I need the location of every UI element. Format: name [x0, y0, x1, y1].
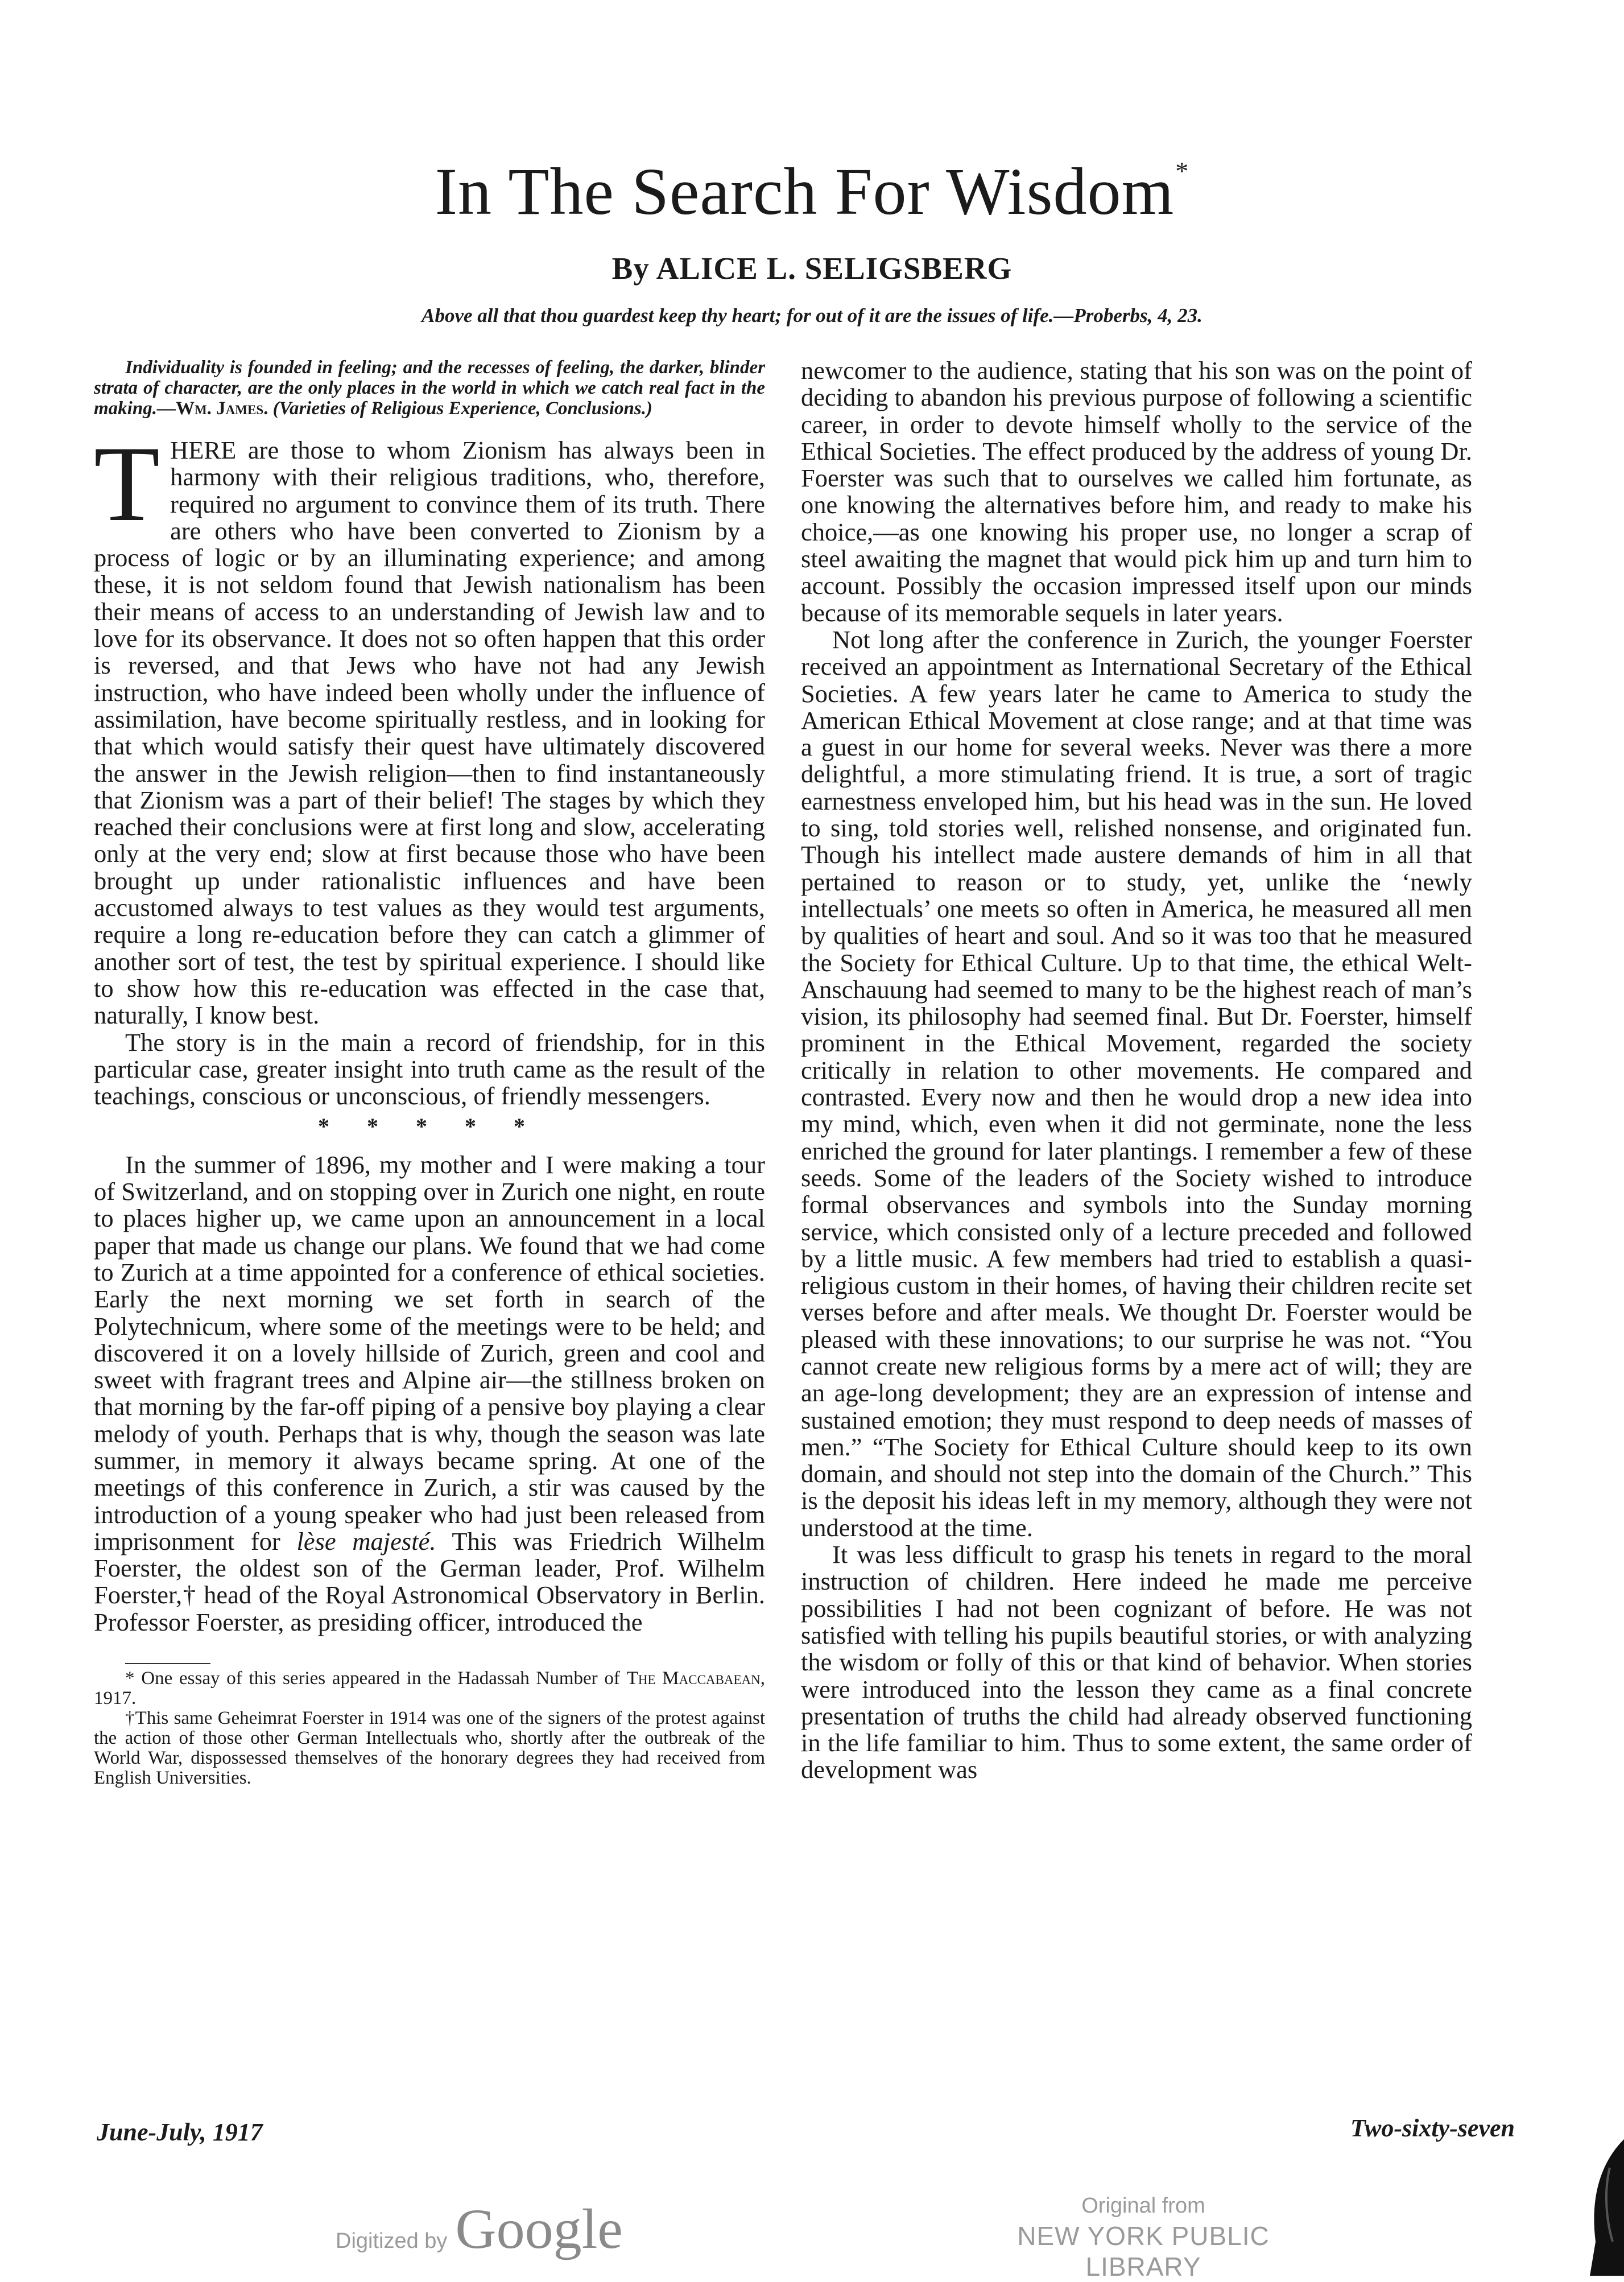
scanner-thumb-image	[1556, 2128, 1624, 2276]
right-paragraph-2: Not long after the conference in Zurich, the younger Foerster received an appointment as International Secretary of the Ethical Societies. A few years later he came to America to study the American Ethical Movement at close range; and at that time was a guest in our home for several weeks. Never was there a more delightful, a more stimulating friend. It is true, a sort of tragic earnestness enveloped him, but his head was in the sun. He loved to sing, told stories well, relished nonsense, and originated fun. Though his intellect made austere demands of him in all that pertained to reason or to study, yet, unlike the ‘newly intellectuals’ one meets so often in America, he measured all men by qualities of heart and soul. And so it was too that he measured the Society for Ethical Culture. Up to that time, the ethical Welt-Anschauung had seemed to many to be the highest reach of man’s vision, its philosophy had seemed final. But Dr. Foerster, himself prominent in the Ethical Movement, regarded the society critically in relation to other movements. He compared and contrasted. Every now and then he would drop a new idea into my mind, which, even when it did not germinate, none the less enriched the ground for later plantings. I remember a few of these seeds. Some of the leaders of the Society wished to introduce formal observances and symbols into the Sunday morning service, which consisted only of a lecture preceded and followed by a little music. A few members had tried to establish a quasi-religious custom in their homes, of having their children recite set verses before and after meals. We thought Dr. Foerster would be pleased with these innovations; to our surprise he was not. “You cannot create new religious forms by a mere act of will; they are an age-long development; they are an expression of intense and sustained emotion; they must respond to deep needs of masses of men.” “The Society for Ethical Culture should keep to its own domain, and should not step into the domain of the Church.” This is the deposit his ideas left in my memory, although they were not understood at the time.	[801, 625, 1472, 1542]
left-column	[94, 357, 765, 1788]
footnote-rule	[125, 1663, 210, 1664]
title-text: In The Search For Wisdom	[435, 154, 1175, 229]
issue-date: June-July, 1917	[97, 2118, 263, 2146]
original-from-label: Original from	[1081, 2194, 1205, 2218]
article-title	[0, 154, 1624, 229]
paragraph-1	[94, 424, 765, 1030]
footnote-1-a: * One essay of this series appeared in the Hadassah Number of	[125, 1668, 620, 1689]
paragraph-3-italic: lèse majesté.	[296, 1526, 436, 1555]
paragraph-3-text-a: In the summer of 1896, my mother and I were making a tour of Switzerland, and on stopping over in Zurich one night, en route to places higher up, we came upon an announcement in a local paper that made us change our plans. We found that we had come to Zurich at a time appointed for a conference of ethical societies. Early the next morning we set forth in search of the Polytechnicum, where some of the meetings were to be held; and discovered it on a lovely hillside of Zurich, green and cool and sweet with fragrant trees and Alpine air—the stillness broken on that morning by the far-off piping of a pensive boy playing a clear melody of youth. Perhaps that is why, though the season was late summer, in memory it always became spring. At one of the meetings of this conference in Zurich, a stir was caused by the introduction of a young speaker who had just been released from imprisonment for	[94, 1150, 765, 1555]
digitized-label: Digitized by	[336, 2229, 448, 2253]
drop-cap: T	[94, 424, 160, 544]
footnote-2: †This same Geheimrat Foerster in 1914 was one of the signers of the protest against the action of those other German Intellectuals who, shortly after the outbreak of the World War, dispossessed themselves of the honorary degrees they had received from English Universities.	[94, 1708, 765, 1789]
paragraph-3	[94, 1152, 765, 1636]
page-number: Two-sixty-seven	[1350, 2114, 1515, 2142]
library-watermark	[973, 2194, 1314, 2282]
google-logo: Google	[455, 2197, 623, 2260]
quote-text: Individuality is founded in feeling; and the recesses of feeling, the darker, blinder strata of character, are the only places in the world in which we catch real fact in the making.—	[94, 357, 765, 419]
quote-author: Wm. James.	[175, 398, 268, 419]
footnote-1	[94, 1669, 765, 1709]
library-name: NEW YORK PUBLIC LIBRARY	[1017, 2221, 1270, 2281]
digitized-by-watermark	[336, 2196, 623, 2262]
paragraph-2: The story is in the main a record of friendship, for in this particular case, greater insight into truth came as the result of the teachings, conscious or unconscious, of friendly messengers.	[94, 1027, 765, 1111]
right-column	[801, 357, 1472, 1784]
footnote-1-c: 1917.	[94, 1688, 137, 1709]
james-quote	[94, 357, 765, 419]
footnote-1-b: The Maccabaean,	[626, 1668, 766, 1689]
title-footnote-mark: *	[1175, 156, 1189, 185]
right-paragraph-1: newcomer to the audience, stating that his son was on the point of deciding to abandon his previous purpose of following a scientific career, in order to devote himself wholly to the service of the Ethical Societies. The effect produced by the address of young Dr. Foerster was such that to ourselves we called him fortunate, as one knowing the alternatives before him, and ready to make his choice,—as one knowing his proper use, no longer a scrap of steel awaiting the magnet that would pick him up and turn him to account. Possibly the occasion impressed itself upon our minds because of its memorable sequels in later years.	[801, 356, 1472, 627]
right-paragraph-3: It was less difficult to grasp his tenets in regard to the moral instruction of children. Here indeed he made me perceive possibilities I had not been cognizant of before. He was not satisfied with telling his pupils beautiful stories, or with analyzing the wisdom or folly of this or that kind of behavior. When stories were introduced into the lesson they came as a final concrete presentation of truths the child had already observed functioning in the life familiar to him. Thus to some extent, the same order of development was	[801, 1540, 1472, 1784]
epigraph: Above all that thou guardest keep thy heart; for out of it are the issues of life.—Proberbs, 4, 23.	[422, 304, 1202, 327]
paragraph-1-text: HERE are those to whom Zionism has always been in harmony with their religious traditions, who, therefore, required no argument to convince them of its truth. There are others who have been converted to Zionism by a process of logic or by an illuminating experience; and among these, it is not seldom found that Jewish nationalism has been their means of access to an understanding of Jewish law and to love for its observance. It does not so often happen that this order is reversed, and that Jews who have not had any Jewish instruction, who have indeed been wholly under the influence of assimilation, have become spiritually restless, and in looking for that which would satisfy their quest have ultimately discovered the answer in the Jewish religion—then to find instantaneously that Zionism was a part of their belief! The stages by which they reached their conclusions were at first long and slow, accelerating only at the very end; slow at first because those who have been brought up under rationalistic influences and have been accustomed always to test values as they would test arguments, require a long re-education before they can catch a glimmer of another sort of test, the test by spiritual experience. I should like to show how this re-education was effected in the case that, naturally, I know best.	[94, 436, 765, 1030]
quote-source: (Varieties of Religious Experience, Conclusions.)	[272, 398, 652, 419]
section-break: * * * * *	[318, 1113, 541, 1140]
byline: By ALICE L. SELIGSBERG	[611, 251, 1013, 286]
paragraph-3-text-b: This was Friedrich Wilhelm Foerster, the oldest son of the German leader, Prof. Wilhelm Foerster,† head of the Royal Astronomical Observatory in Berlin. Professor Foerster, as presiding officer, introduced the	[94, 1526, 766, 1636]
